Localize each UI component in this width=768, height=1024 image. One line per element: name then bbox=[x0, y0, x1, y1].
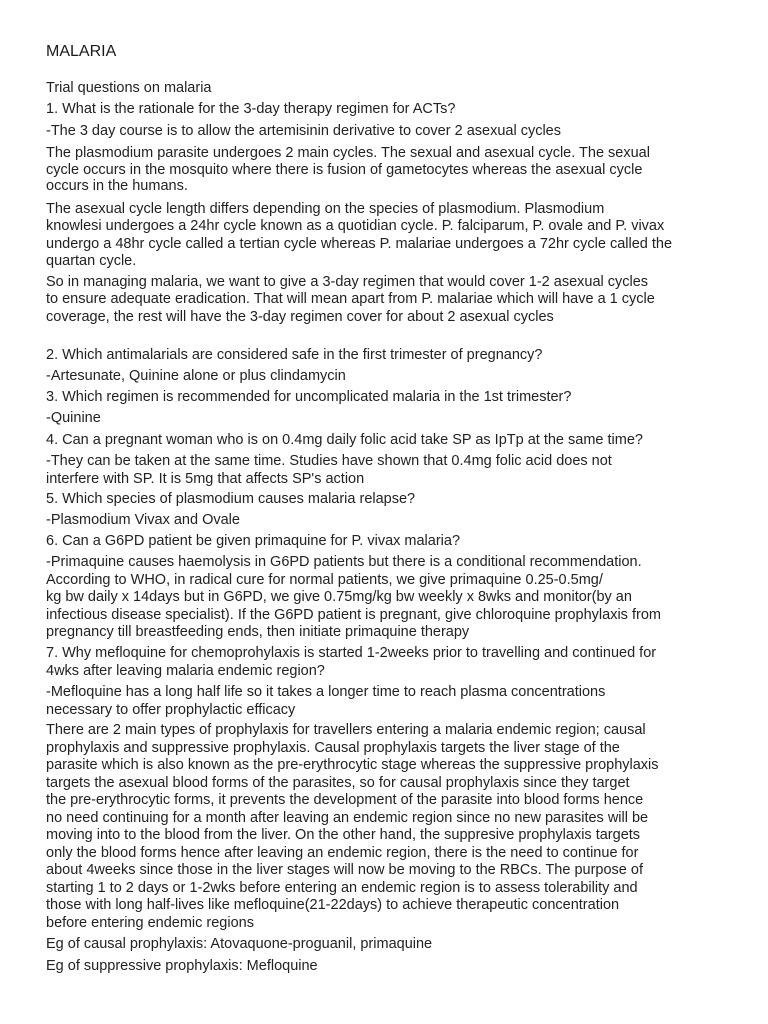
text-line: kg bw daily x 14days but in G6PD, we give 0.75mg/kg bw weekly x 8wks and monitor(by an bbox=[46, 589, 632, 606]
text-line: -Plasmodium Vivax and Ovale bbox=[46, 512, 240, 528]
text-line: -Primaquine causes haemolysis in G6PD patients but there is a conditional recommendation. bbox=[46, 554, 642, 570]
text-line: Eg of causal prophylaxis: Atovaquone-proguanil, primaquine bbox=[46, 936, 433, 952]
text-line: interfere with SP. It is 5mg that affects SP's action bbox=[46, 470, 365, 487]
paragraph bbox=[46, 936, 736, 954]
text-line: 3. Which regimen is recommended for uncomplicated malaria in the 1st trimester? bbox=[46, 389, 572, 405]
text-line: moving into to the blood from the liver. On the other hand, the suppresive prophylaxis targets bbox=[46, 827, 641, 843]
text-line: The plasmodium parasite undergoes 2 main cycles. The sexual and asexual cycle. The sexual bbox=[46, 145, 650, 161]
text-line: targets the asexual blood forms of the parasites, so for causal prophylaxis since they target bbox=[46, 774, 630, 791]
text-line: the pre-erythrocytic forms, it prevents the development of the parasite into blood forms hence bbox=[46, 792, 644, 808]
text-line: So in managing malaria, we want to give a 3-day regimen that would cover 1-2 asexual cycles bbox=[46, 274, 649, 290]
paragraph bbox=[46, 274, 736, 326]
text-line: -They can be taken at the same time. Studies have shown that 0.4mg folic acid does not bbox=[46, 453, 612, 469]
text-line: 1. What is the rationale for the 3-day therapy regimen for ACTs? bbox=[46, 101, 456, 117]
text-line: The asexual cycle length differs depending on the species of plasmodium. Plasmodium bbox=[46, 201, 605, 217]
text-line: -Artesunate, Quinine alone or plus clindamycin bbox=[46, 368, 346, 384]
text-line: According to WHO, in radical cure for normal patients, we give primaquine 0.25-0.5mg/ bbox=[46, 571, 603, 588]
paragraph bbox=[46, 347, 736, 365]
text-line: 5. Which species of plasmodium causes malaria relapse? bbox=[46, 491, 416, 507]
text-line: -The 3 day course is to allow the artemisinin derivative to cover 2 asexual cycles bbox=[46, 123, 561, 139]
text-line: There are 2 main types of prophylaxis for travellers entering a malaria endemic region; causal bbox=[46, 722, 646, 738]
text-line: coverage, the rest will have the 3-day regimen cover for about 2 asexual cycles bbox=[46, 308, 554, 325]
text-line: Trial questions on malaria bbox=[46, 80, 212, 96]
text-line: parasite which is also known as the pre-erythrocytic stage whereas the suppressive prophylaxis bbox=[46, 757, 659, 773]
text-line: -Quinine bbox=[46, 410, 101, 426]
text-line: starting 1 to 2 days or 1-2wks before entering an endemic region is to assess tolerability and bbox=[46, 879, 638, 896]
text-line: necessary to offer prophylactic efficacy bbox=[46, 701, 296, 718]
text-line: 6. Can a G6PD patient be given primaquine for P. vivax malaria? bbox=[46, 533, 461, 549]
paragraph bbox=[46, 410, 736, 428]
text-line: 4wks after leaving malaria endemic region? bbox=[46, 662, 325, 679]
text-line: 4. Can a pregnant woman who is on 0.4mg daily folic acid take SP as IpTp at the same time? bbox=[46, 432, 643, 448]
paragraph bbox=[46, 958, 736, 976]
text-line: -Mefloquine has a long half life so it takes a longer time to reach plasma concentrations bbox=[46, 684, 606, 700]
paragraph bbox=[46, 201, 736, 271]
text-line: prophylaxis and suppressive prophylaxis. Causal prophylaxis targets the liver stage of the bbox=[46, 739, 620, 756]
text-line: those with long half-lives like mefloquine(21-22days) to achieve therapeutic concentration bbox=[46, 897, 620, 913]
text-line: 2. Which antimalarials are considered safe in the first trimester of pregnancy? bbox=[46, 347, 543, 363]
paragraph bbox=[46, 389, 736, 407]
paragraph bbox=[46, 368, 736, 386]
paragraph bbox=[46, 432, 736, 450]
document-title: MALARIA bbox=[46, 43, 117, 60]
text-line: about 4weeks since those in the liver stages will now be moving to the RBCs. The purpose of bbox=[46, 862, 643, 878]
paragraph bbox=[46, 80, 736, 98]
paragraph bbox=[46, 684, 736, 720]
paragraph bbox=[46, 533, 736, 551]
text-line: cycle occurs in the mosquito where there is fusion of gametocytes whereas the asexual cycle bbox=[46, 161, 643, 178]
paragraph bbox=[46, 722, 736, 932]
text-line: only the blood forms hence after leaving an endemic region, there is the need to continue for bbox=[46, 844, 639, 861]
text-line: Eg of suppressive prophylaxis: Mefloquine bbox=[46, 958, 318, 974]
text-line: no need continuing for a month after leaving an endemic region since no new parasites will be bbox=[46, 809, 649, 826]
paragraph bbox=[46, 645, 736, 681]
paragraph bbox=[46, 145, 736, 195]
paragraph bbox=[46, 123, 736, 141]
paragraph bbox=[46, 554, 736, 642]
text-line: knowlesi undergoes a 24hr cycle known as a quotidian cycle. P. falciparum, P. ovale and P. vivax bbox=[46, 218, 665, 235]
text-line: to ensure adequate eradication. That will mean apart from P. malariae which will have a 1 cycle bbox=[46, 291, 655, 308]
paragraph bbox=[46, 512, 736, 530]
text-line: pregnancy till breastfeeding ends, then initiate primaquine therapy bbox=[46, 624, 470, 641]
text-line: before entering endemic regions bbox=[46, 914, 254, 931]
text-line: quartan cycle. bbox=[46, 253, 137, 270]
text-line: 7. Why mefloquine for chemoprohylaxis is started 1-2weeks prior to travelling and continued for bbox=[46, 645, 657, 661]
paragraph bbox=[46, 101, 736, 119]
text-line: occurs in the humans. bbox=[46, 178, 188, 195]
text-line: infectious disease specialist). If the G6PD patient is pregnant, give chloroquine prophylaxis from bbox=[46, 606, 661, 623]
text-line: undergo a 48hr cycle called a tertian cycle whereas P. malariae undergoes a 72hr cycle called the bbox=[46, 235, 673, 252]
paragraph bbox=[46, 453, 736, 488]
paragraph bbox=[46, 491, 736, 509]
